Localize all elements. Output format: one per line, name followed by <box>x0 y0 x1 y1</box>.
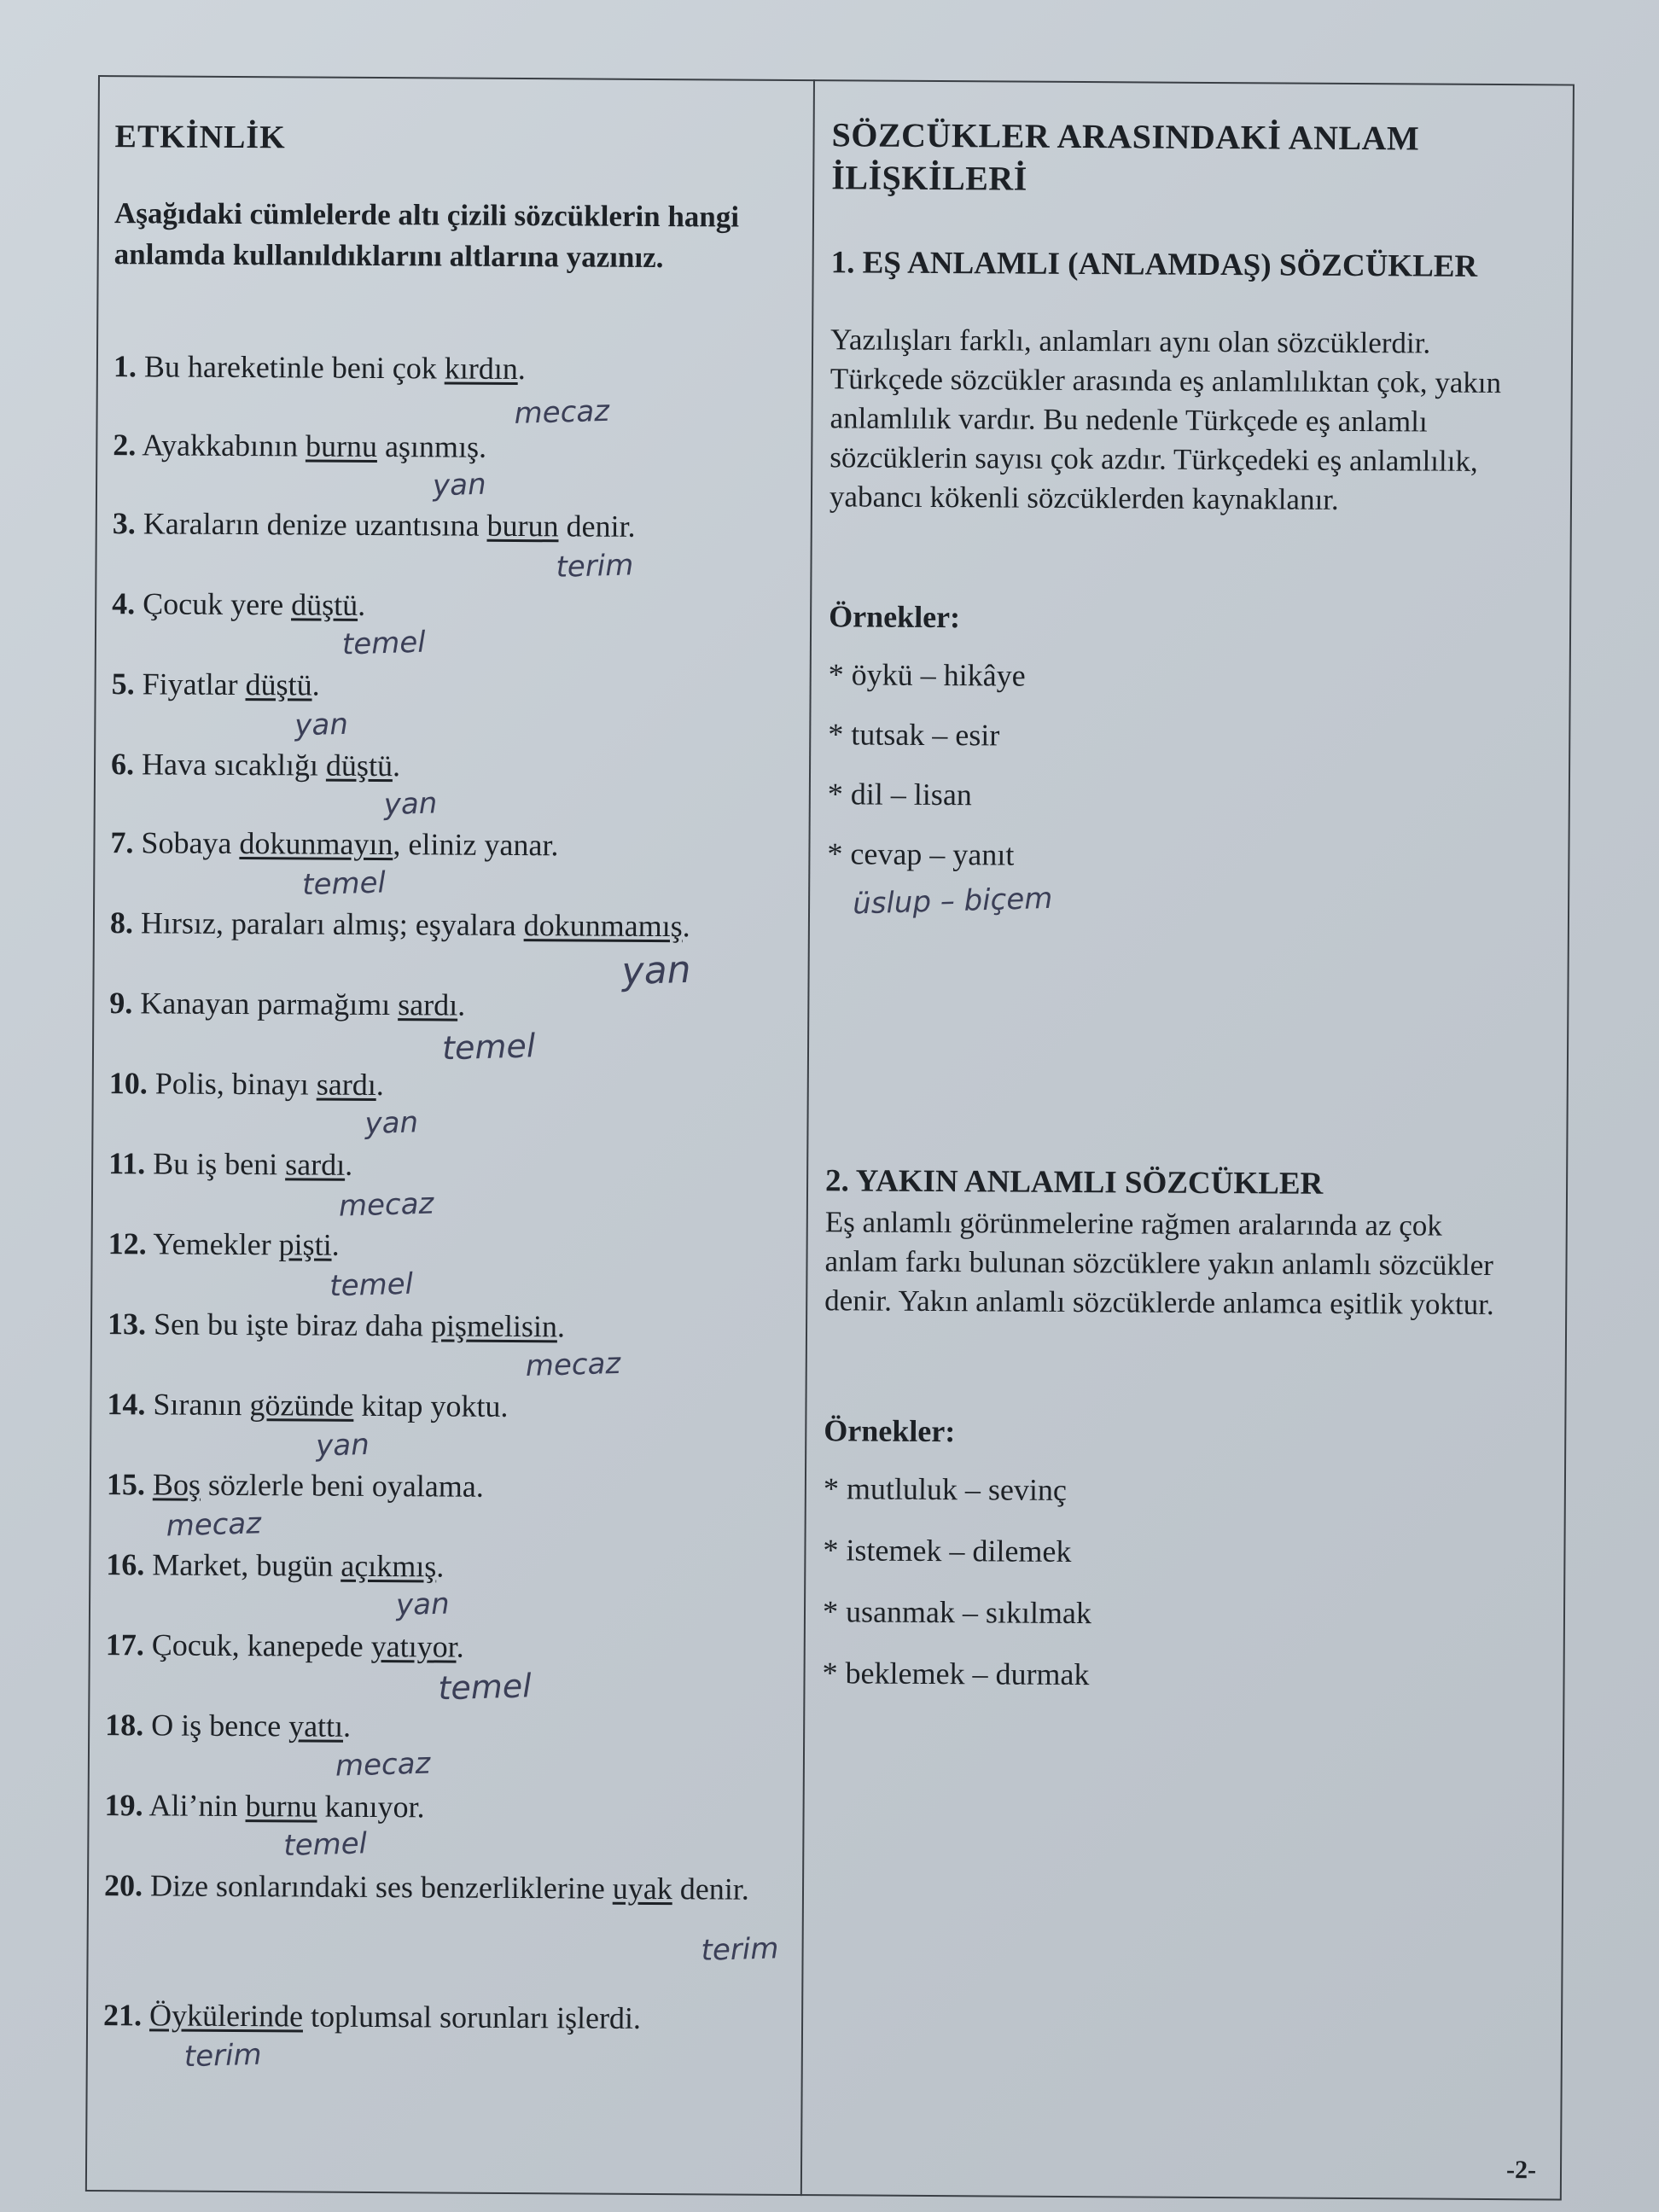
item-underlined-word: burnu <box>305 428 378 464</box>
item-number: 6. <box>110 747 135 782</box>
exercise-item <box>113 504 795 547</box>
item-number: 18. <box>105 1708 144 1743</box>
item-number: 16. <box>106 1547 145 1582</box>
page-number: -2- <box>1505 2156 1537 2185</box>
item-text-after: denir. <box>558 509 636 544</box>
item-text-before: Hava sıcaklığı <box>141 747 327 783</box>
handwritten-answer: temel <box>437 1667 533 1708</box>
item-text-before: Ayakkabının <box>142 428 306 463</box>
item-underlined-word: Öykülerinde <box>148 1998 304 2034</box>
activity-instruction: Aşağıdaki cümlelerde altı çizili sözcüklerin hangi anlamda kullanıldıklarını altlarına yazınız. <box>114 196 740 275</box>
relations-title: SÖZCÜKLER ARASINDAKİ ANLAM İLİŞKİLERİ <box>831 115 1420 198</box>
section1-example: * öykü – hikâye <box>828 657 1026 693</box>
handwritten-answer: temel <box>282 1826 368 1864</box>
exercise-item <box>104 1785 787 1829</box>
handwritten-answer: yan <box>395 1586 451 1623</box>
handwritten-answer: mecaz <box>335 1746 431 1784</box>
item-text-after: . <box>682 909 690 944</box>
item-underlined-word: dokunmamış <box>523 908 683 944</box>
section2-example: * beklemek – durmak <box>822 1656 1090 1692</box>
item-text-before: Karaların denize uzantısına <box>143 506 487 543</box>
item-text-before: Çocuk yere <box>143 586 292 622</box>
section1-example: * tutsak – esir <box>828 717 1000 753</box>
handwritten-example: üslup – biçem <box>852 881 1053 922</box>
handwritten-answer: yan <box>620 947 692 994</box>
item-number: 19. <box>104 1788 143 1823</box>
item-underlined-word: uyak <box>612 1871 672 1906</box>
handwritten-answer: temel <box>301 865 387 903</box>
section1-example: * dil – lisan <box>827 777 972 812</box>
item-text-after: , eliniz yanar. <box>393 827 559 863</box>
handwritten-answer: temel <box>329 1266 414 1304</box>
section2-example: * mutluluk – sevinç <box>823 1471 1067 1507</box>
item-text-after: . <box>517 352 526 387</box>
section2-example: * istemek – dilemek <box>823 1533 1072 1569</box>
item-number: 1. <box>113 349 137 384</box>
item-text-before: Sıranın <box>153 1387 250 1423</box>
section1-text: Yazılışları farklı, anlamları aynı olan sözcüklerdir. Türkçede sözcükler arasında eş anlamlılıktan çok, yakın anlamlılık vardır. Bu nedenle Türkçede eş anlamlı sözcüklerin sayısı çok azdır. Türkçedeki eş anlamlılık, yabancı kökenli sözcüklerden kaynaklanır. <box>829 323 1502 516</box>
handwritten-answer: yan <box>294 707 349 743</box>
item-underlined-word: kırdın <box>444 351 518 387</box>
item-number: 3. <box>112 506 136 541</box>
item-number: 13. <box>107 1307 147 1342</box>
item-text-before: O iş bence <box>151 1708 289 1743</box>
item-text-before: Market, bugün <box>152 1547 341 1583</box>
handwritten-answer: yan <box>432 467 487 504</box>
item-number: 11. <box>108 1146 146 1181</box>
section2-example: * usanmak – sıkılmak <box>822 1594 1092 1631</box>
handwritten-answer: mecaz <box>525 1346 621 1384</box>
item-underlined-word: düştü <box>291 587 358 622</box>
item-text-before: Kanayan parmağımı <box>140 986 399 1022</box>
item-text-after: . <box>331 1227 340 1262</box>
exercise-item <box>106 1625 789 1668</box>
exercise-item <box>110 823 793 866</box>
item-text-after: . <box>375 1068 384 1103</box>
handwritten-answer: yan <box>315 1427 370 1464</box>
item-text-after: kitap yoktu. <box>353 1388 509 1423</box>
exercise-item <box>113 425 795 469</box>
exercise-item <box>110 903 793 946</box>
item-underlined-word: pişmelisin <box>430 1308 558 1344</box>
handwritten-answer: terim <box>701 1931 779 1968</box>
item-number: 5. <box>111 667 135 701</box>
handwritten-answer: temel <box>341 625 427 662</box>
item-text-after: sözlerle beni oyalama. <box>200 1467 484 1504</box>
item-text-before: Hırsız, paraları almış; eşyalara <box>140 905 524 943</box>
exercise-item <box>108 1144 791 1187</box>
item-text-before: Fiyatlar <box>142 667 246 702</box>
section2-heading: 2. YAKIN ANLAMLI SÖZCÜKLER <box>824 1163 1324 1202</box>
item-text-before: Polis, binayı <box>154 1066 317 1102</box>
item-number: 9. <box>109 986 133 1021</box>
item-underlined-word: sardı <box>316 1067 376 1103</box>
item-number: 17. <box>105 1627 144 1662</box>
item-text-after: kanıyor. <box>317 1789 425 1825</box>
handwritten-answer: yan <box>383 786 438 823</box>
item-text-after: . <box>456 1629 464 1664</box>
item-underlined-word: açıkmış <box>341 1548 437 1584</box>
item-text-after: . <box>343 1708 352 1743</box>
exercise-item <box>105 1705 788 1749</box>
item-underlined-word: pişti <box>278 1227 332 1262</box>
exercise-item <box>108 1224 790 1267</box>
item-number: 7. <box>110 825 134 860</box>
item-underlined-word: gözünde <box>249 1388 354 1423</box>
handwritten-answer: terim <box>183 2037 263 2075</box>
handwritten-answer: mecaz <box>338 1186 434 1224</box>
exercise-item <box>106 1545 789 1588</box>
exercise-item <box>112 584 795 627</box>
item-number: 12. <box>108 1226 147 1261</box>
item-text-after: . <box>358 587 366 622</box>
item-underlined-word: Boş <box>152 1467 201 1502</box>
exercise-item <box>107 1384 789 1428</box>
item-text-after: toplumsal sorunları işlerdi. <box>302 1999 642 2035</box>
item-text-before: Sen bu işte biraz daha <box>153 1307 432 1343</box>
handwritten-answer: yan <box>364 1105 419 1142</box>
item-underlined-word: sardı <box>398 987 458 1022</box>
item-text-before: Sobaya <box>141 825 240 861</box>
item-text-after: aşınmış. <box>376 429 487 464</box>
exercise-item <box>109 1063 792 1107</box>
item-number: 15. <box>106 1467 146 1502</box>
exercise-item <box>112 664 795 707</box>
section2-examples-label: Örnekler: <box>824 1413 956 1449</box>
exercise-item <box>111 744 794 788</box>
exercise-item <box>108 1304 790 1348</box>
worksheet-page <box>85 75 1575 2201</box>
section1-example: * cevap – yanıt <box>827 836 1015 872</box>
exercise-item <box>109 983 792 1027</box>
item-text-before: Ali’nin <box>148 1788 246 1824</box>
handwritten-answer: terim <box>555 548 634 585</box>
handwritten-answer: mecaz <box>166 1506 262 1544</box>
item-underlined-word: yatıyor <box>370 1628 457 1664</box>
item-underlined-word: sardı <box>285 1147 346 1182</box>
exercise-item <box>103 1995 786 2039</box>
section1-examples-label: Örnekler: <box>829 599 961 635</box>
item-text-before: Yemekler <box>153 1226 279 1262</box>
item-text-after: denir. <box>672 1871 749 1906</box>
item-text-before: Dize sonlarındaki ses benzerliklerine <box>149 1868 613 1906</box>
item-number: 14. <box>107 1387 146 1422</box>
item-text-after: . <box>556 1309 566 1344</box>
item-number: 2. <box>113 428 137 463</box>
section1-heading: 1. EŞ ANLAMLI (ANLAMDAŞ) SÖZCÜKLER <box>830 245 1478 284</box>
item-underlined-word: düştü <box>245 667 312 702</box>
item-text-before: Bu iş beni <box>153 1146 286 1182</box>
exercise-item <box>107 1464 789 1508</box>
item-number: 8. <box>109 905 134 940</box>
item-underlined-word: burnu <box>245 1789 317 1824</box>
item-text-after: . <box>311 667 320 702</box>
activity-title: ETKİNLİK <box>114 119 286 156</box>
exercise-item <box>104 1866 770 1909</box>
item-underlined-word: burun <box>486 508 559 544</box>
item-text-after: . <box>457 987 466 1022</box>
section2-text: Eş anlamlı görünmelerine rağmen aralarında az çok anlam farkı bulunan sözcüklere yakın anlamlı sözcükler denir. Yakın anlamlı sözcüklerde anlamca eşitlik yoktur. <box>824 1205 1494 1322</box>
item-text-before: Bu hareketinle beni çok <box>143 349 445 386</box>
item-text-after: . <box>345 1147 353 1182</box>
item-underlined-word: yattı <box>288 1708 344 1743</box>
item-number: 20. <box>103 1868 143 1903</box>
exercise-item <box>114 346 796 390</box>
item-text-after: . <box>392 748 401 783</box>
item-text-before: Çocuk, kanepede <box>151 1627 371 1663</box>
handwritten-answer: mecaz <box>514 393 610 431</box>
item-number: 4. <box>112 586 136 621</box>
item-text-after: . <box>436 1549 445 1584</box>
item-number: 21. <box>102 1998 143 2033</box>
handwritten-answer: temel <box>441 1027 536 1068</box>
item-number: 10. <box>108 1066 148 1101</box>
item-underlined-word: düştü <box>325 748 393 783</box>
item-underlined-word: dokunmayın <box>239 826 393 862</box>
